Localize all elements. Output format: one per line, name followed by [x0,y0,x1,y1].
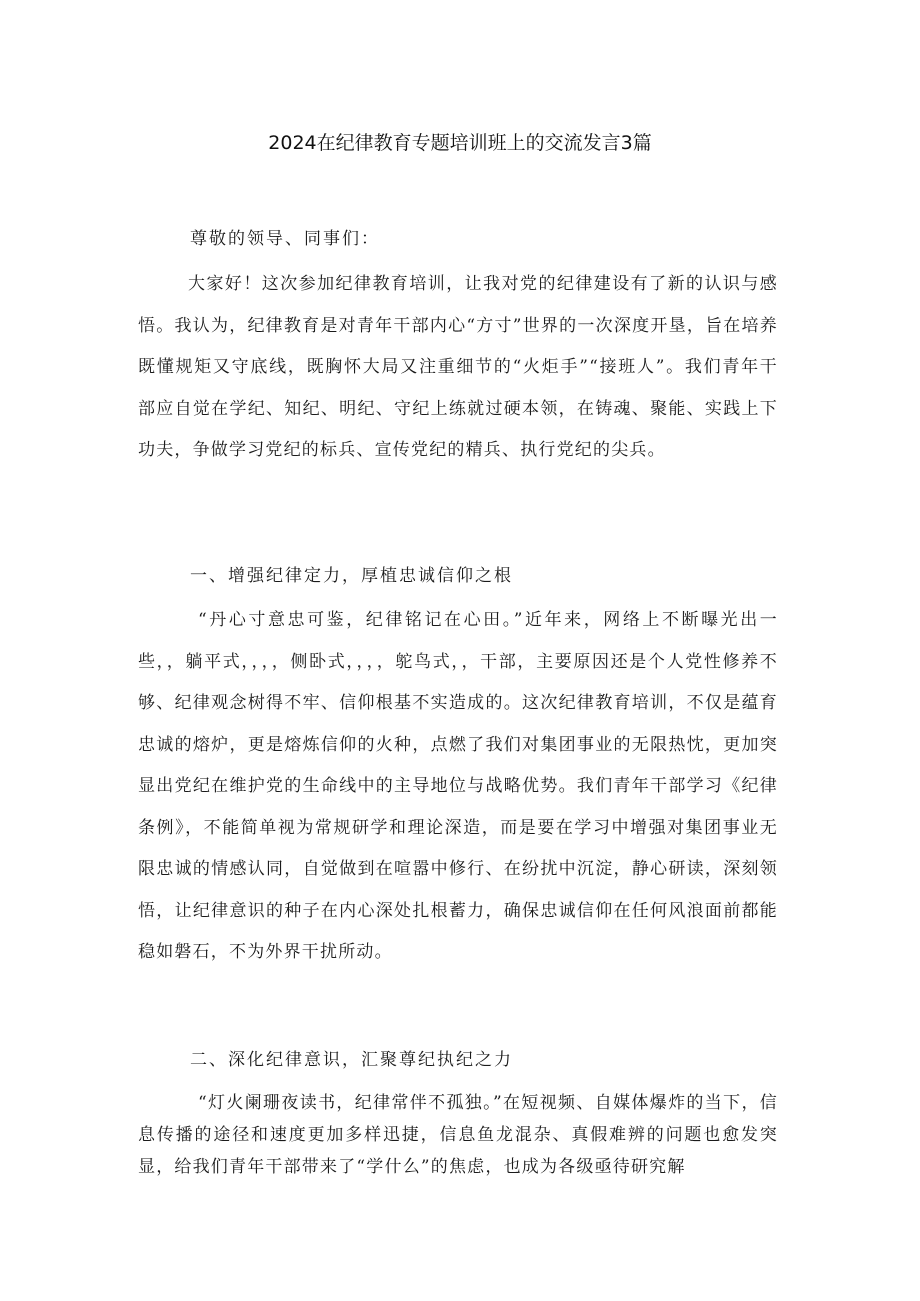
section-1-paragraph: “丹心寸意忠可鉴，纪律铭记在心田。”近年来，网络上不断曝光出一些，，躺平式，，，，侧卧式，，，，鸵鸟式，，干部，主要原因还是个人党性修养不够、纪律观念树得不牢、信仰根基不实造成的。这次纪律教育培训，不仅是蕴育忠诚的熔炉，更是熔炼信仰的火种，点燃了我们对集团事业的无限热忱，更加突显出党纪在维护党的生命线中的主导地位与战略优势。我们青年干部学习《纪律条例》，不能简单视为常规研学和理论深造，而是要在学习中增强对集团事业无限忠诚的情感认同，自觉做到在喧嚣中修行、在纷扰中沉淀，静心研读，深刻领悟，让纪律意识的种子在内心深处扎根蓄力，确保忠诚信仰在任何风浪面前都能稳如磐石，不为外界干扰所动。 [138,610,778,962]
document-title: 2024在纪律教育专题培训班上的交流发言3篇 [268,132,652,154]
section-2-paragraph: “灯火阑珊夜读书，纪律常伴不孤独。”在短视频、自媒体爆炸的当下，信息传播的途径和速度更加多样迅捷，信息鱼龙混杂、真假难辨的问题也愈发突显，给我们青年干部带来了“学什么”的焦虑，也成为各级亟待研究解 [138,1093,778,1177]
salutation: 尊敬的领导、同事们： [190,229,380,249]
section-heading-2: 二、深化纪律意识，汇聚尊纪执纪之力 [190,1050,513,1070]
intro-paragraph: 大家好！这次参加纪律教育培训，让我对党的纪律建设有了新的认识与感悟。我认为，纪律教育是对青年干部内心“方寸”世界的一次深度开垦，旨在培养既懂规矩又守底线，既胸怀大局又注重细节的“火炬手”“接班人”。我们青年干部应自觉在学纪、知纪、明纪、守纪上练就过硬本领，在铸魂、聚能、实践上下功夫，争做学习党纪的标兵、宣传党纪的精兵、执行党纪的尖兵。 [138,274,778,460]
section-heading-1: 一、增强纪律定力，厚植忠诚信仰之根 [190,566,513,586]
